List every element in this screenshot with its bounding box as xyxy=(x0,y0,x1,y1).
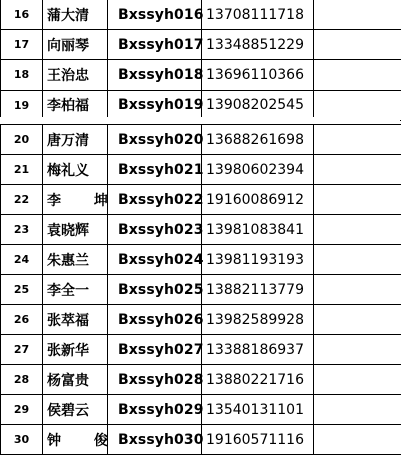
member-name: 向丽琴 xyxy=(43,30,108,59)
member-name: 李全一 xyxy=(43,275,108,304)
member-name: 李柏福 xyxy=(43,91,108,120)
phone-number: 13688261698 xyxy=(202,125,314,154)
member-name: 朱惠兰 xyxy=(43,245,108,274)
row-number: 16 xyxy=(1,0,43,29)
blank-cell xyxy=(314,185,400,214)
phone-number: 19160086912 xyxy=(202,185,314,214)
blank-cell xyxy=(314,275,400,304)
member-name: 王治忠 xyxy=(43,60,108,89)
member-name: 张新华 xyxy=(43,335,108,364)
table-row xyxy=(1,155,401,185)
blank-cell xyxy=(314,425,400,454)
member-name: 唐万清 xyxy=(43,125,108,154)
table-row xyxy=(1,305,401,335)
phone-number: 13981193193 xyxy=(202,245,314,274)
member-name: 侯碧云 xyxy=(43,395,108,424)
table-row xyxy=(1,335,401,365)
blank-cell xyxy=(314,30,400,59)
phone-number: 13882113779 xyxy=(202,275,314,304)
row-number: 23 xyxy=(1,215,43,244)
member-id: Bxssyh018 xyxy=(108,60,202,89)
row-number: 18 xyxy=(1,60,43,89)
table-row xyxy=(1,60,401,90)
blank-cell xyxy=(314,155,400,184)
row-number: 22 xyxy=(1,185,43,214)
phone-number: 13981083841 xyxy=(202,215,314,244)
table-row xyxy=(1,245,401,275)
phone-number: 19160571116 xyxy=(202,425,314,454)
table-row xyxy=(1,0,401,30)
table-row xyxy=(1,185,401,215)
table-row xyxy=(1,125,401,155)
member-id: Bxssyh029 xyxy=(108,395,202,424)
member-id: Bxssyh022 xyxy=(108,185,202,214)
member-table-top xyxy=(0,0,401,121)
blank-cell xyxy=(314,305,400,334)
member-table-bottom xyxy=(0,124,401,455)
member-id: Bxssyh030 xyxy=(108,425,202,454)
phone-number: 13908202545 xyxy=(202,91,314,120)
member-id: Bxssyh016 xyxy=(108,0,202,29)
member-id: Bxssyh026 xyxy=(108,305,202,334)
row-number: 19 xyxy=(1,91,43,120)
member-id: Bxssyh023 xyxy=(108,215,202,244)
member-id: Bxssyh028 xyxy=(108,365,202,394)
member-name: 钟 俊 xyxy=(43,425,108,454)
blank-cell xyxy=(314,395,400,424)
blank-cell xyxy=(314,60,400,89)
row-number: 28 xyxy=(1,365,43,394)
row-number: 21 xyxy=(1,155,43,184)
member-id: Bxssyh021 xyxy=(108,155,202,184)
phone-number: 13708111718 xyxy=(202,0,314,29)
table-row xyxy=(1,425,401,455)
row-number: 25 xyxy=(1,275,43,304)
phone-number: 13388186937 xyxy=(202,335,314,364)
member-id: Bxssyh019 xyxy=(108,91,202,120)
member-name: 梅礼义 xyxy=(43,155,108,184)
row-number: 24 xyxy=(1,245,43,274)
phone-number: 13980602394 xyxy=(202,155,314,184)
member-name: 袁晓辉 xyxy=(43,215,108,244)
table-row xyxy=(1,30,401,60)
blank-cell xyxy=(314,125,400,154)
member-name: 蒲大清 xyxy=(43,0,108,29)
table-row xyxy=(1,275,401,305)
blank-cell xyxy=(314,335,400,364)
row-number: 26 xyxy=(1,305,43,334)
phone-number: 13348851229 xyxy=(202,30,314,59)
table-row xyxy=(1,215,401,245)
row-number: 17 xyxy=(1,30,43,59)
row-number: 29 xyxy=(1,395,43,424)
blank-cell xyxy=(314,245,400,274)
blank-cell xyxy=(314,365,400,394)
phone-number: 13540131101 xyxy=(202,395,314,424)
row-number: 27 xyxy=(1,335,43,364)
phone-number: 13696110366 xyxy=(202,60,314,89)
phone-number: 13880221716 xyxy=(202,365,314,394)
blank-cell xyxy=(314,215,400,244)
blank-cell xyxy=(314,91,400,120)
blank-cell xyxy=(314,0,400,29)
member-id: Bxssyh025 xyxy=(108,275,202,304)
table-row xyxy=(1,365,401,395)
member-name: 杨富贵 xyxy=(43,365,108,394)
row-number: 30 xyxy=(1,425,43,454)
member-name: 李 坤 xyxy=(43,185,108,214)
table-row xyxy=(1,395,401,425)
member-id: Bxssyh027 xyxy=(108,335,202,364)
row-number: 20 xyxy=(1,125,43,154)
phone-number: 13982589928 xyxy=(202,305,314,334)
member-id: Bxssyh020 xyxy=(108,125,202,154)
member-name: 张萃福 xyxy=(43,305,108,334)
member-id: Bxssyh017 xyxy=(108,30,202,59)
member-id: Bxssyh024 xyxy=(108,245,202,274)
page-break-gap xyxy=(0,117,400,124)
